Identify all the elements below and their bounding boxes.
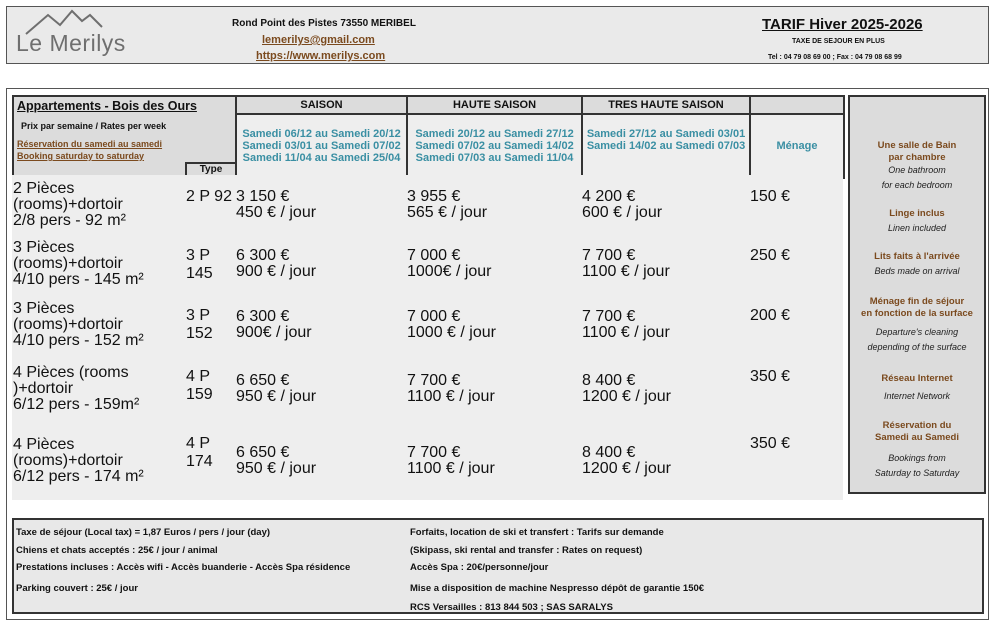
apartment-capacity: 4/10 pers - 145 m² [13,271,144,288]
apartment-capacity: 4/10 pers - 152 m² [13,331,144,349]
date-range: Samedi 14/02 au Samedi 07/03 [586,140,746,152]
amenity-subtitle: Departure's cleaning depending of the surface [867,327,967,352]
day-price: 1200 € / jour [582,387,671,405]
day-price: 565 € / jour [407,203,488,221]
apartment-capacity: 2/8 pers - 92 m² [13,211,126,229]
tres-haute-season-price-cell [581,234,749,294]
apartment-type: 2 P 92 [185,175,235,234]
haute-season-price-cell [406,234,581,294]
menage-price: 350 € [749,422,843,500]
amenity-title: Ménage fin de séjour en fonction de la surface [861,296,973,319]
tres-haute-season-header: TRES HAUTE SAISON [582,96,750,114]
week-price: 7 000 € [407,247,461,264]
apartment-name: 4 Pièces (rooms )+dortoir [13,363,129,397]
haute-season-header: HAUTE SAISON [407,96,582,114]
menage-price: 150 € [749,175,843,234]
haute-season-dates [407,114,582,178]
tarif-title: TARIF Hiver 2025-2026 [762,16,923,33]
day-price: 1000 € / jour [407,323,496,341]
amenity-title: Linge inclus [889,208,945,219]
spa-text: Accès Spa : 20€/personne/jour [410,562,549,573]
date-range: Samedi 06/12 au Samedi 20/12 [242,128,401,140]
day-price: 900 € / jour [236,263,317,280]
apartment-type: 3 P 145 [185,234,235,294]
week-price: 7 700 € [582,307,636,325]
day-price: 1100 € / jour [407,387,495,405]
apartment-name: 3 Pièces (rooms)+dortoir [13,239,123,272]
phone-fax-text: Tel : 04 79 08 69 00 ; Fax : 04 79 08 68 99 [768,54,902,61]
price-table [12,95,845,179]
amenities-panel [848,95,986,494]
day-price: 1000€ / jour [407,263,492,280]
tax-note: TAXE DE SEJOUR EN PLUS [792,38,885,45]
day-price: 1100 € / jour [582,263,670,280]
season-dates [236,114,407,178]
date-range: Samedi 20/12 au Samedi 27/12 [415,128,574,140]
date-range: Samedi 11/04 au Samedi 25/04 [242,152,401,164]
week-price: 7 700 € [407,371,461,389]
ski-services-text: Forfaits, location de ski et transfert : Tarifs sur demande [410,527,664,538]
included-services-text: Prestations incluses : Accès wifi - Accès buanderie - Accès Spa résidence [16,562,351,573]
table-row [12,355,843,422]
day-price: 950 € / jour [236,460,317,477]
week-price: 6 650 € [236,371,290,389]
haute-season-price-cell [406,175,581,234]
apartment-name-cell [12,294,185,355]
logo-text: Le Merilys [16,30,126,56]
season-price-cell [235,234,406,294]
amenity-title: Réseau Internet [881,373,953,384]
haute-season-price-cell [406,422,581,500]
week-price: 3 150 € [236,187,290,205]
tres-haute-season-price-cell [581,175,749,234]
week-price: 8 400 € [582,371,636,389]
day-price: 950 € / jour [236,387,317,405]
table-row [12,175,843,234]
date-range: Samedi 03/01 au Samedi 07/02 [242,140,401,152]
day-price: 1100 € / jour [582,323,670,341]
footer-info-box [12,518,984,614]
haute-season-price-cell [406,294,581,355]
local-tax-text: Taxe de séjour (Local tax) = 1,87 Euros / pers / jour (day) [16,527,271,538]
season-price-cell [235,355,406,422]
price-note: Prix par semaine / Rates per week [21,121,167,131]
date-range: Samedi 27/12 au Samedi 03/01 [586,128,746,140]
day-price: 1200 € / jour [582,460,671,477]
table-title: Appartements - Bois des Ours [17,99,197,113]
table-row [12,234,843,294]
type-header: Type [185,162,235,175]
rcs-text: RCS Versailles : 813 844 503 ; SAS SARALYS [410,602,613,613]
amenity-subtitle: Bookings from Saturday to Saturday [874,453,960,478]
amenity-subtitle: Beds made on arrival [874,266,960,276]
apartment-name-cell [12,355,185,422]
parking-text: Parking couvert : 25€ / jour [16,583,138,594]
amenity-subtitle: Linen included [887,223,947,233]
apartment-name: 3 Pièces (rooms)+dortoir [13,299,123,333]
date-range: Samedi 07/02 au Samedi 14/02 [415,140,574,152]
date-range: Samedi 07/03 au Samedi 11/04 [415,152,574,164]
season-price-cell [235,175,406,234]
apartment-name: 4 Pièces (rooms)+dortoir [13,436,123,469]
week-price: 7 700 € [407,444,461,461]
menage-price: 350 € [749,355,843,422]
amenity-title: Une salle de Bain par chambre [877,140,957,163]
week-price: 6 650 € [236,444,290,461]
season-price-cell [235,422,406,500]
week-price: 8 400 € [582,444,636,461]
website-link[interactable]: https://www.merilys.com [256,50,386,62]
day-price: 600 € / jour [582,203,663,221]
day-price: 900€ / jour [236,323,312,341]
tres-haute-season-price-cell [581,294,749,355]
week-price: 7 000 € [407,307,461,325]
week-price: 4 200 € [582,187,636,205]
day-price: 450 € / jour [236,203,317,221]
address-text: Rond Point des Pistes 73550 MERIBEL [232,18,416,29]
week-price: 3 955 € [407,187,461,205]
apartment-name-cell [12,175,185,234]
amenity-title: Réservation du Samedi au Samedi [875,420,959,443]
nespresso-text: Mise a disposition de machine Nespresso dépôt de garantie 150€ [410,583,705,594]
week-price: 6 300 € [236,307,290,325]
reservation-en: Booking saturday to saturday [17,151,145,161]
season-header: SAISON [236,96,407,114]
apartment-capacity: 6/12 pers - 159m² [13,395,140,413]
week-price: 7 700 € [582,247,636,264]
pets-text: Chiens et chats acceptés : 25€ / jour / animal [16,545,218,556]
tres-haute-season-dates [582,114,750,178]
amenity-subtitle: One bathroom for each bedroom [881,165,953,190]
apartment-type: 4 P 174 [185,422,235,500]
reservation-fr: Réservation du samedi au samedi [17,139,163,149]
tres-haute-season-price-cell [581,355,749,422]
table-row [12,294,843,355]
apartment-type: 4 P 159 [185,355,235,422]
amenity-subtitle: Internet Network [883,391,951,401]
season-price-cell [235,294,406,355]
menage-header: Ménage [750,114,844,178]
apartment-name-cell [12,422,185,500]
apartment-type: 3 P 152 [185,294,235,355]
menage-header-top [750,96,844,114]
menage-price: 250 € [749,234,843,294]
email-link[interactable]: lemerilys@gmail.com [262,34,375,46]
amenity-title: Lits faits à l'arrivée [874,251,960,262]
apartment-capacity: 6/12 pers - 174 m² [13,468,144,485]
week-price: 6 300 € [236,247,290,264]
ski-services-en-text: (Skipass, ski rental and transfer : Rates on request) [410,545,643,556]
day-price: 1100 € / jour [407,460,495,477]
haute-season-price-cell [406,355,581,422]
apartment-name-cell [12,234,185,294]
apartment-name: 2 Pièces (rooms)+dortoir [13,179,123,213]
menage-price: 200 € [749,294,843,355]
rates-table [12,175,843,500]
table-row [12,422,843,500]
tres-haute-season-price-cell [581,422,749,500]
